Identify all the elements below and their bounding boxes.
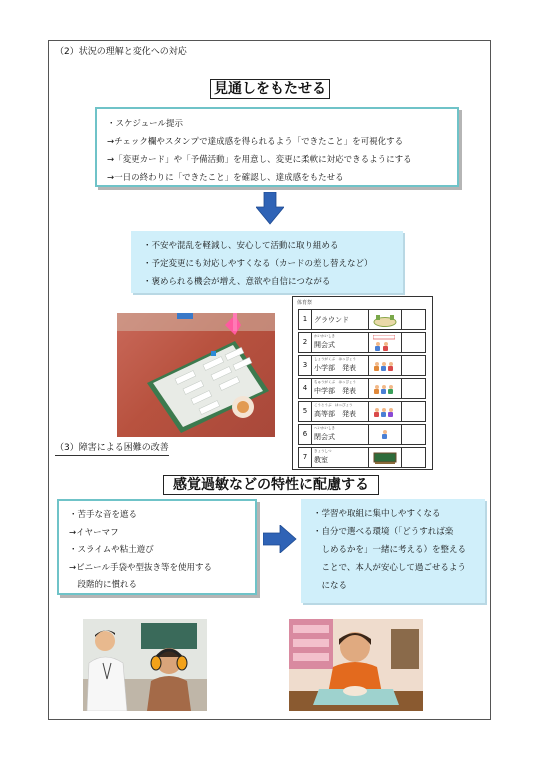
clay-play-photo <box>289 619 423 711</box>
schedule-row-ruby: こうとうぶ はっぴょう <box>314 403 353 407</box>
ground-icon <box>373 314 397 327</box>
schedule-row-label: 高等部 発表 <box>314 410 356 418</box>
sensory-method-box <box>57 499 257 595</box>
method-line: →チェック欄やスタンプで達成感を得られるよう「できたこと」を可視化する <box>107 137 404 147</box>
schedule-row <box>298 401 426 422</box>
person-icon <box>381 408 386 417</box>
schedule-row-number: 5 <box>299 402 312 421</box>
high-school-performance-icon <box>369 402 402 421</box>
schedule-row-number: 2 <box>299 333 312 352</box>
schedule-chart <box>292 296 433 470</box>
junior-high-performance-icon <box>369 379 402 398</box>
schedule-row-ruby: きょうしつ <box>314 449 332 453</box>
result-line: ・褒められる機会が増え、意欲や自信につながる <box>143 277 331 287</box>
person-icon <box>375 342 380 351</box>
schedule-row-label: グラウンド <box>314 316 349 324</box>
schedule-method-box <box>95 107 459 187</box>
person-icon <box>388 385 393 394</box>
method-line: →ビニール手袋や型抜き等を使用する <box>69 562 212 573</box>
sensory-result-box <box>301 499 485 603</box>
schedule-row-ruby: しょうがくぶ はっぴょう <box>314 357 356 361</box>
result-line: ・自分で選べる環境（「どうすれば楽 <box>313 527 454 537</box>
closing-ceremony-icon <box>369 425 402 444</box>
schedule-row-label: 小学部 発表 <box>314 364 356 372</box>
person-icon <box>381 385 386 394</box>
result-line: ・予定変更にも対応しやすくなる（カードの差し替えなど） <box>143 259 373 269</box>
earmuffs-photo <box>83 619 207 711</box>
method-line: →一日の終わりに「できたこと」を確認し、達成感をもたせる <box>107 173 344 183</box>
result-line: ・不安や混乱を軽減し、安心して活動に取り組める <box>143 241 339 251</box>
person-icon <box>374 408 379 417</box>
schedule-row-number: 6 <box>299 425 312 444</box>
schedule-row <box>298 332 426 353</box>
method-line: ・苦手な音を遮る <box>69 510 138 520</box>
person-icon <box>388 408 393 417</box>
result-line: ・学習や取組に集中しやすくなる <box>313 509 441 519</box>
section3-title: 感覚過敏などの特性に配慮する <box>163 475 379 495</box>
schedule-row-label: 教室 <box>314 456 328 464</box>
person-icon <box>388 362 393 371</box>
document-page <box>48 40 491 720</box>
person-icon <box>374 385 379 394</box>
schedule-row-number: 3 <box>299 356 312 375</box>
schedule-row <box>298 447 426 468</box>
method-line: ・スライムや粘土遊び <box>69 545 154 555</box>
opening-ceremony-icon <box>369 333 402 352</box>
banner-icon <box>373 335 395 340</box>
section3-label: （3）障害による困難の改善 <box>55 443 169 456</box>
method-line: 段階的に慣れる <box>69 580 138 590</box>
clay-play-illustration <box>289 619 423 711</box>
schedule-chart-title: 体育祭 <box>297 300 313 306</box>
schedule-row-number: 7 <box>299 448 312 467</box>
schedule-row <box>298 378 426 399</box>
schedule-row <box>298 355 426 376</box>
person-icon <box>383 342 388 351</box>
method-line: →イヤーマフ <box>69 527 119 538</box>
section2-title: 見通しをもたせる <box>210 79 330 99</box>
result-line: になる <box>313 581 348 591</box>
section2-label: （2）状況の理解と変化への対応 <box>55 47 187 57</box>
earmuffs-illustration <box>83 619 207 711</box>
schedule-row <box>298 309 426 330</box>
schedule-row-label: 中学部 発表 <box>314 387 356 395</box>
schedule-row-number: 4 <box>299 379 312 398</box>
elementary-performance-icon <box>369 356 402 375</box>
schedule-row-ruby: かいかいしき <box>314 334 335 338</box>
schedule-result-box <box>131 231 403 293</box>
schedule-row <box>298 424 426 445</box>
method-line: ・スケジュール提示 <box>107 119 183 129</box>
schedule-row-ruby: ちゅうがくぶ はっぴょう <box>314 380 356 384</box>
method-line: →「変更カード」や「予備活動」を用意し、変更に柔軟に対応できるようにする <box>107 155 412 165</box>
down-arrow-icon <box>256 192 284 226</box>
schedule-row-ruby: へいかいしき <box>314 426 335 430</box>
person-icon <box>381 362 386 371</box>
person-icon <box>382 430 387 439</box>
schedule-row-label: 開会式 <box>314 341 335 349</box>
result-line: しめるかを」一緒に考える）を整える <box>313 545 467 555</box>
schedule-row-label: 閉会式 <box>314 433 335 441</box>
schedule-board-illustration <box>117 313 275 437</box>
person-icon <box>374 362 379 371</box>
result-line: ことで、本人が安心して過ごせるよう <box>313 563 466 573</box>
schedule-board-photo <box>117 313 275 437</box>
classroom-icon <box>373 452 397 465</box>
schedule-row-number: 1 <box>299 310 312 329</box>
right-arrow-icon <box>263 525 297 553</box>
